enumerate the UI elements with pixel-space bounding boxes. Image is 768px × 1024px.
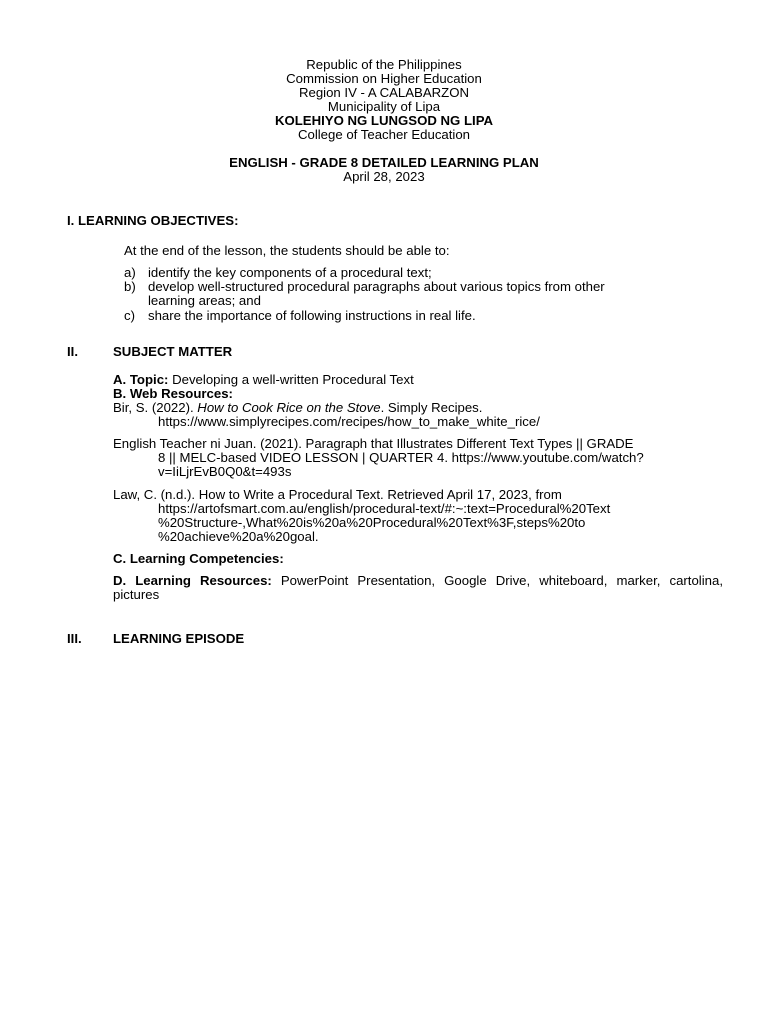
section-3-numeral: III.: [67, 631, 82, 646]
reference-entry: [113, 488, 723, 544]
reference-continued: https://artofsmart.com.au/english/procedural-text/#:~:text=Procedural%20Text: [158, 501, 611, 516]
header-region: Region IV - A CALABARZON: [298, 85, 470, 100]
learning-resources-value: PowerPoint Presentation, Google Drive, whiteboard, marker, cartolina, pictures: [113, 573, 723, 602]
reference-continued: v=IiLjrEvB0Q0&t=493s: [158, 464, 292, 479]
objective-item-c: [124, 309, 684, 323]
objective-item-a: [124, 266, 684, 280]
reference-text: Bir, S. (2022).: [113, 400, 198, 415]
objective-label: a): [124, 265, 136, 280]
reference-first-line: English Teacher ni Juan. (2021). Paragraph that Illustrates Different Text Types || GRADE: [113, 436, 634, 451]
reference-text: . Simply Recipes.: [380, 400, 483, 415]
learning-competencies-label: C. Learning Competencies:: [113, 551, 284, 566]
reference-continued: 8 || MELC-based VIDEO LESSON | QUARTER 4. https://www.youtube.com/watch?: [158, 450, 644, 465]
reference-url: https://www.simplyrecipes.com/recipes/how_to_make_white_rice/: [158, 414, 540, 429]
plan-date: April 28, 2023: [343, 169, 425, 184]
reference-entry: [113, 401, 723, 429]
plan-title: ENGLISH - GRADE 8 DETAILED LEARNING PLAN: [229, 155, 539, 170]
web-resources-label: B. Web Resources:: [113, 386, 233, 401]
objective-text: identify the key components of a procedural text;: [148, 265, 432, 280]
plan-title-block: [0, 156, 768, 184]
topic-label: A. Topic:: [113, 372, 169, 387]
reference-first-line: [113, 401, 723, 415]
reference-first-line: Law, C. (n.d.). How to Write a Procedural Text. Retrieved April 17, 2023, from: [113, 487, 562, 502]
header-republic: Republic of the Philippines: [306, 57, 462, 72]
learning-resources-label: D. Learning Resources:: [113, 573, 272, 588]
reference-continued: %20Structure-,What%20is%20a%20Procedural%20Text%3F,steps%20to: [158, 515, 586, 530]
objective-text: share the importance of following instructions in real life.: [148, 308, 476, 323]
reference-continued: %20achieve%20a%20goal.: [158, 529, 319, 544]
section-3-heading: LEARNING EPISODE: [113, 631, 245, 646]
document-header: [0, 58, 768, 142]
objectives-intro: At the end of the lesson, the students should be able to:: [124, 243, 450, 258]
header-school-name: KOLEHIYO NG LUNGSOD NG LIPA: [274, 113, 494, 128]
section-2-heading: SUBJECT MATTER: [113, 344, 233, 359]
header-college: College of Teacher Education: [297, 127, 471, 142]
objective-text-continued: learning areas; and: [148, 293, 261, 308]
section-1-heading: I. LEARNING OBJECTIVES:: [67, 213, 239, 228]
objective-text: develop well-structured procedural paragraphs about various topics from other: [148, 279, 605, 294]
topic-value: Developing a well-written Procedural Text: [168, 372, 414, 387]
reference-title: How to Cook Rice on the Stove: [197, 400, 381, 415]
learning-resources: [113, 574, 723, 602]
section-2-numeral: II.: [67, 344, 78, 359]
header-municipality: Municipality of Lipa: [327, 99, 441, 114]
objective-label: b): [124, 279, 136, 294]
reference-entry: [113, 437, 723, 479]
objective-item-b: [124, 280, 684, 308]
objective-label: c): [124, 308, 135, 323]
topic-line: [113, 373, 414, 387]
header-commission: Commission on Higher Education: [286, 71, 482, 86]
